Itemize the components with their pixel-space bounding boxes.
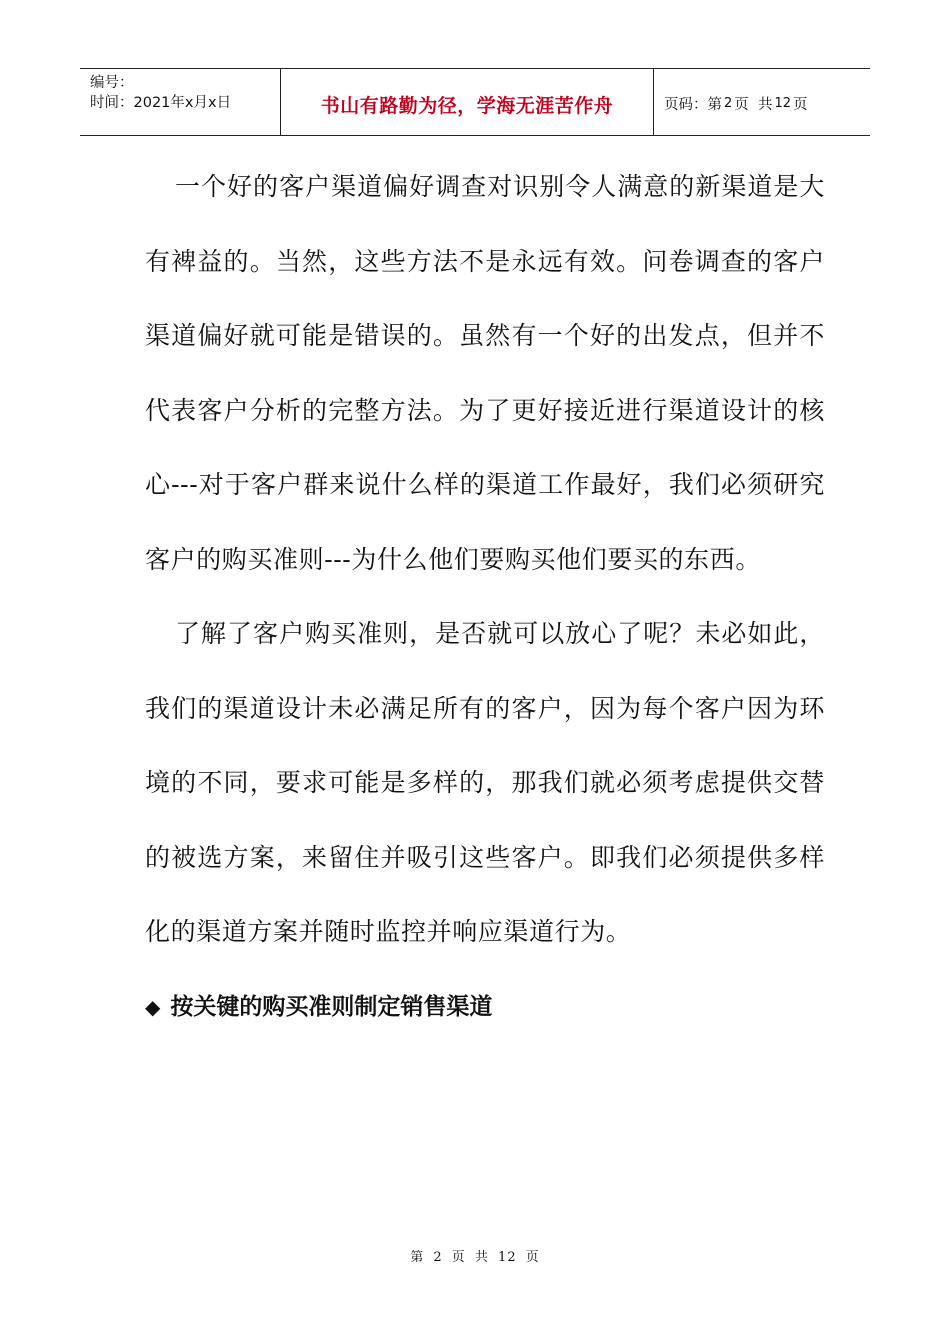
paragraph-1: 一个好的客户渠道偏好调查对识别令人满意的新渠道是大有裨益的。当然，这些方法不是永远有效。问卷调查的客户渠道偏好就可能是错误的。虽然有一个好的出发点，但并不代表客户分析的完整方法。为了更好接近进行渠道设计的核心---对于客户群来说什么样的渠道工作最好，我们必须研究客户的购买准则---为什么他们要购买他们要买的东西。 bbox=[145, 172, 825, 574]
page-header bbox=[80, 68, 870, 136]
header-motto-cell bbox=[281, 69, 654, 135]
page-total: 12 bbox=[774, 95, 792, 111]
page-suffix: 页 bbox=[793, 96, 808, 113]
section-heading-text: 按关键的购买准则制定销售渠道 bbox=[170, 993, 493, 1020]
document-code-label: 编号： bbox=[90, 75, 134, 91]
section-heading bbox=[145, 970, 825, 1044]
paragraph-2: 了解了客户购买准则，是否就可以放心了呢？未必如此，我们的渠道设计未必满足所有的客户，因为每个客户因为环境的不同，要求可能是多样的，那我们就必须考虑提供交替的被选方案，来留住并吸引这些客户。即我们必须提供多样化的渠道方案并随时监控并响应渠道行为。 bbox=[145, 619, 825, 946]
page-footer: 第 2 页 共 12 页 bbox=[410, 1250, 540, 1265]
document-body bbox=[145, 150, 825, 1044]
page-mid: 页 共 bbox=[734, 96, 773, 113]
header-info-cell bbox=[80, 69, 281, 135]
header-page-cell bbox=[654, 69, 870, 135]
diamond-bullet-icon: ◆ bbox=[145, 994, 161, 1019]
page-number: 2 bbox=[724, 95, 733, 111]
page-prefix: 页码：第 bbox=[664, 96, 722, 113]
document-time: 时间：2021年x月x日 bbox=[90, 95, 232, 111]
header-motto: 书山有路勤为径，学海无涯苦作舟 bbox=[320, 94, 614, 117]
